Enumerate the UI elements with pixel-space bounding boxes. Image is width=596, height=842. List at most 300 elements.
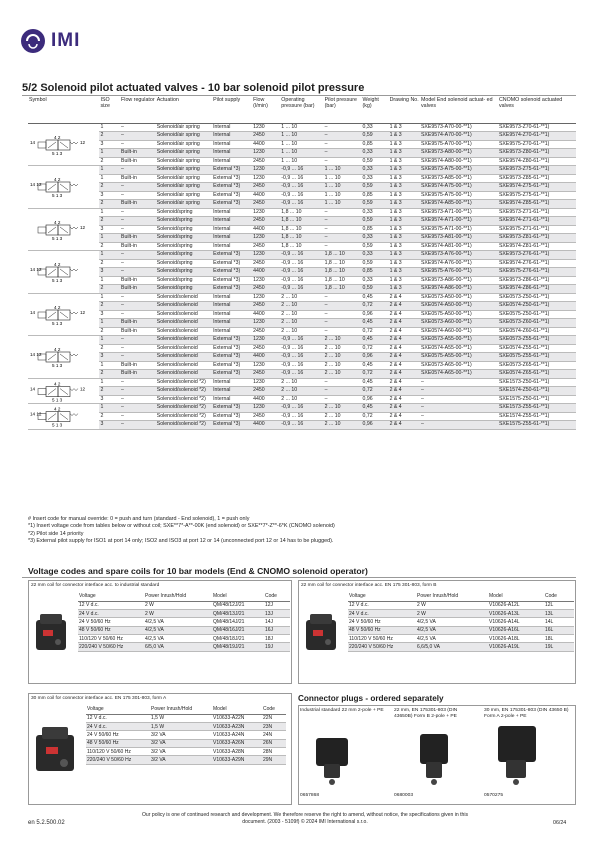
coil-cell: 28N	[262, 748, 286, 756]
plug-code-3: 0570275	[484, 793, 504, 798]
coil-header-row	[78, 592, 290, 601]
coil-cell: 4/2,5 VA	[416, 618, 488, 626]
table-cell: SXE9575-A70-00-**1)	[420, 140, 498, 149]
table-cell: SXE9573-A70-00-**1)	[420, 123, 498, 132]
table-cell: 0,85	[362, 225, 389, 234]
coil-box-title: 30 mm coil for connector interface acc. EN 175 301-803, form A	[31, 696, 167, 701]
table-row	[28, 302, 576, 311]
table-cell: Solenoid/solenoid	[156, 302, 212, 311]
table-cell: 2 & 4	[389, 361, 420, 370]
table-cell: -0,9 ... 16	[280, 370, 323, 379]
table-cell: 1	[99, 149, 120, 158]
table-cell: 2 & 4	[389, 336, 420, 345]
table-cell: 1	[99, 123, 120, 132]
coil-cell: 24N	[262, 731, 286, 739]
column-header: Symbol	[28, 97, 99, 123]
table-cell: 1 & 3	[389, 183, 420, 192]
valve-symbol	[28, 166, 99, 209]
coil-cell: 1,5 W	[150, 714, 212, 722]
svg-text:5 1 3: 5 1 3	[52, 320, 63, 326]
table-row	[28, 327, 576, 336]
table-cell: –	[120, 140, 156, 149]
column-header: Pilot supply	[212, 97, 252, 123]
table-cell: Internal	[212, 217, 252, 226]
table-cell: 1 & 3	[389, 251, 420, 260]
table-cell: SXE0575-Z50-61-**1)	[498, 310, 576, 319]
table-cell: External *3)	[212, 412, 252, 421]
coil-cell: 48 V 50/60 Hz	[348, 626, 416, 634]
table-cell: External *3)	[212, 404, 252, 413]
table-cell: SXE9573-A86-00-**1)	[420, 276, 498, 285]
coil-cell: V10626-A12L	[488, 601, 544, 609]
table-cell: SXE0573-A50-00-**1)	[420, 293, 498, 302]
table-cell: 2	[99, 242, 120, 251]
table-cell: SXE9575-A76-00-**1)	[420, 268, 498, 277]
table-cell: Built-in	[120, 276, 156, 285]
svg-text:14 12: 14 12	[30, 182, 42, 187]
table-cell: 1 & 3	[389, 259, 420, 268]
table-cell: –	[324, 387, 362, 396]
coil-row	[348, 635, 574, 643]
table-cell: Internal	[212, 302, 252, 311]
table-cell: 1 & 3	[389, 234, 420, 243]
table-cell: External *3)	[212, 174, 252, 183]
table-cell: External *3)	[212, 344, 252, 353]
table-cell: –	[324, 217, 362, 226]
table-cell: –	[324, 208, 362, 217]
table-row	[28, 149, 576, 158]
table-cell: Internal	[212, 395, 252, 404]
table-cell: 4400	[252, 310, 280, 319]
table-cell: 2 ... 10	[280, 319, 323, 328]
table-cell: 2 ... 10	[324, 404, 362, 413]
table-cell: 0,85	[362, 191, 389, 200]
coil-cell: V10633-A29N	[212, 756, 262, 764]
svg-text:5 1 3: 5 1 3	[52, 397, 63, 403]
coil-cell: 16L	[544, 626, 574, 634]
table-cell: 2	[99, 200, 120, 209]
table-cell: 1	[99, 336, 120, 345]
svg-text:4 2: 4 2	[54, 381, 61, 387]
brand-name: IMI	[51, 30, 81, 51]
coil-column-header: Model	[212, 705, 262, 714]
table-row	[28, 183, 576, 192]
coil-row	[348, 618, 574, 626]
table-cell: –	[324, 293, 362, 302]
table-cell: 0,33	[362, 251, 389, 260]
imi-logo	[20, 28, 80, 54]
coil-cell: QM/48/19J/21	[212, 643, 264, 651]
table-cell: –	[120, 395, 156, 404]
table-cell: Solenoid/air spring	[156, 157, 212, 166]
table-cell: –	[120, 191, 156, 200]
valve-symbol-icon	[28, 336, 94, 378]
table-cell: Solenoid/solenoid *2)	[156, 395, 212, 404]
table-row	[28, 293, 576, 302]
table-cell: –	[324, 319, 362, 328]
table-cell: -0,9 ... 16	[280, 174, 323, 183]
table-cell: Solenoid/solenoid *2)	[156, 421, 212, 430]
coil-row	[348, 609, 574, 617]
coil-column-header: Power Inrush/Hold	[150, 705, 212, 714]
table-cell: 0,33	[362, 166, 389, 175]
coil-cell: 1,5 W	[150, 722, 212, 730]
coil-cell: 2 W	[416, 609, 488, 617]
coil-table-2	[348, 592, 574, 652]
table-row	[28, 285, 576, 294]
table-cell: Solenoid/spring	[156, 259, 212, 268]
table-cell: External *3)	[212, 336, 252, 345]
table-cell: 1,8 ... 10	[324, 251, 362, 260]
valve-symbol-icon	[28, 124, 94, 166]
table-cell: SXE9574-Z81-61-**1)	[498, 242, 576, 251]
table-cell: Internal	[212, 319, 252, 328]
table-cell: 1 & 3	[389, 268, 420, 277]
table-cell: SXE1575-Z55-61-**1)	[498, 421, 576, 430]
coil-table-3	[86, 705, 286, 765]
table-cell: 1,8 ... 10	[280, 208, 323, 217]
table-cell: Solenoid/air spring	[156, 132, 212, 141]
table-cell: 1 & 3	[389, 191, 420, 200]
coil-30mm-forma-image	[32, 725, 82, 777]
table-cell: SXE0574-A60-00-**1)	[420, 327, 498, 336]
table-cell: -0,9 ... 16	[280, 404, 323, 413]
table-cell: 1 ... 10	[280, 123, 323, 132]
table-cell: 1 & 3	[389, 157, 420, 166]
table-cell: SXE1573-Z55-61-**1)	[498, 404, 576, 413]
coil-row	[78, 609, 290, 617]
coil-cell: 22N	[262, 714, 286, 722]
table-cell: Built-in	[120, 200, 156, 209]
table-cell: 2 ... 10	[280, 395, 323, 404]
table-cell: 2 & 4	[389, 404, 420, 413]
table-cell: Internal	[212, 310, 252, 319]
table-cell: –	[120, 404, 156, 413]
table-cell: 3	[99, 140, 120, 149]
table-cell: Internal	[212, 225, 252, 234]
table-cell: 1	[99, 234, 120, 243]
table-cell: Internal	[212, 387, 252, 396]
footnotes	[28, 516, 576, 545]
table-cell: 1	[99, 251, 120, 260]
table-cell: –	[120, 259, 156, 268]
table-row	[28, 319, 576, 328]
coil-header-row	[348, 592, 574, 601]
table-cell: Internal	[212, 149, 252, 158]
table-cell: 2	[99, 370, 120, 379]
table-row	[28, 217, 576, 226]
table-cell: -0,9 ... 16	[280, 412, 323, 421]
footer-disclaimer: Our policy is one of continued research and development. We therefore reserve the right to amend, without notice, the specifications given in this document. (2003 - 5109f) © 2024 IMI International s.r.o.	[141, 812, 469, 825]
table-cell: –	[324, 310, 362, 319]
table-cell: SXE0574-A55-00-**1)	[420, 344, 498, 353]
page-title: 5/2 Solenoid pilot actuated valves - 10 bar solenoid pilot pressure	[22, 82, 365, 94]
table-cell: 2450	[252, 259, 280, 268]
column-header: Operating pressure (bar)	[280, 97, 323, 123]
table-cell: 0,85	[362, 140, 389, 149]
title-rule	[22, 95, 576, 96]
coil-cell: 3/2 VA	[150, 748, 212, 756]
table-cell: –	[324, 327, 362, 336]
svg-text:12: 12	[80, 309, 86, 315]
coil-cell: 2 W	[144, 601, 212, 609]
table-row	[28, 166, 576, 175]
table-cell: –	[120, 183, 156, 192]
svg-text:14: 14	[30, 139, 36, 145]
coil-cell: 220/240 V 50/60 Hz	[78, 643, 144, 651]
svg-text:4 2: 4 2	[54, 304, 61, 310]
coil-cell: 220/240 V 50/60 Hz	[348, 643, 416, 651]
table-cell: 4400	[252, 225, 280, 234]
table-row	[28, 242, 576, 251]
section-rule	[22, 577, 576, 578]
table-cell: 0,96	[362, 395, 389, 404]
table-cell: SXE0573-A55-00-**1)	[420, 336, 498, 345]
footnote: *1) Insert voltage code from tables below or without coil; SXE**7*-A**-00K (end solenoid) or SXE**7*-Z**-6*K (CNOMO solenoid)	[28, 523, 335, 530]
coil-cell: 110/120 V 50/60 Hz	[348, 635, 416, 643]
table-cell: -0,9 ... 16	[280, 276, 323, 285]
table-cell: SXE9574-A75-00-**1)	[420, 183, 498, 192]
table-cell: 2 & 4	[389, 395, 420, 404]
table-cell: 1,8 ... 10	[280, 217, 323, 226]
valve-symbol-icon	[28, 294, 94, 336]
table-cell: SXE9575-Z75-61-**1)	[498, 191, 576, 200]
table-cell: SXE0575-Z55-61-**1)	[498, 353, 576, 362]
valve-symbol-icon	[28, 166, 94, 208]
table-cell: SXE0574-A50-00-**1)	[420, 302, 498, 311]
coil-cell: 3/2 VA	[150, 739, 212, 747]
table-cell: Built-in	[120, 242, 156, 251]
table-cell: 1 & 3	[389, 225, 420, 234]
table-cell: 1230	[252, 361, 280, 370]
coil-column-header: Power Inrush/Hold	[144, 592, 212, 601]
table-row	[28, 370, 576, 379]
table-cell: Solenoid/solenoid *2)	[156, 387, 212, 396]
table-cell: 4400	[252, 268, 280, 277]
table-cell: 2	[99, 302, 120, 311]
table-cell: 2450	[252, 200, 280, 209]
table-cell: SXE9574-A71-00-**1)	[420, 217, 498, 226]
table-cell: 0,72	[362, 302, 389, 311]
table-cell: Internal	[212, 132, 252, 141]
table-cell: 2 & 4	[389, 327, 420, 336]
svg-text:12: 12	[80, 139, 86, 145]
table-cell: 0,72	[362, 370, 389, 379]
table-cell: –	[120, 387, 156, 396]
table-cell: SXE9573-A81-00-**1)	[420, 234, 498, 243]
table-row	[28, 387, 576, 396]
table-cell: Solenoid/spring	[156, 225, 212, 234]
table-cell: Solenoid/spring	[156, 285, 212, 294]
table-row	[28, 268, 576, 277]
coil-cell: V10626-A14L	[488, 618, 544, 626]
table-cell: 2450	[252, 183, 280, 192]
table-cell: -0,9 ... 16	[280, 353, 323, 362]
valve-symbol-icon	[28, 209, 94, 251]
table-cell: 1230	[252, 319, 280, 328]
table-cell: 0,59	[362, 242, 389, 251]
table-cell: Internal	[212, 234, 252, 243]
table-cell: 1 ... 10	[324, 191, 362, 200]
table-cell: –	[120, 132, 156, 141]
table-row	[28, 378, 576, 387]
coil-cell: 19L	[544, 643, 574, 651]
coil-cell: 24 V 50/60 Hz	[348, 618, 416, 626]
table-cell: 2 ... 10	[324, 336, 362, 345]
table-cell: Solenoid/solenoid	[156, 310, 212, 319]
table-row	[28, 344, 576, 353]
table-cell: 1 & 3	[389, 166, 420, 175]
column-header: ISO size	[99, 97, 120, 123]
table-cell: 0,33	[362, 234, 389, 243]
table-cell: 3	[99, 353, 120, 362]
table-cell: Solenoid/solenoid	[156, 370, 212, 379]
column-header: CNOMO solenoid actuated valves	[498, 97, 576, 123]
table-cell: External *3)	[212, 191, 252, 200]
table-cell: SXE0573-Z60-61-**1)	[498, 319, 576, 328]
coil-22mm-formb-image	[302, 612, 344, 656]
coil-cell: 4/2,5 VA	[416, 635, 488, 643]
coil-cell: 24 V d.c.	[78, 609, 144, 617]
table-cell: SXE9574-Z76-61-**1)	[498, 259, 576, 268]
table-cell: SXE9574-A76-00-**1)	[420, 259, 498, 268]
coil-row	[86, 739, 286, 747]
table-cell: 2 ... 10	[280, 327, 323, 336]
table-cell: 2 & 4	[389, 302, 420, 311]
coil-cell: 18J	[264, 635, 290, 643]
table-cell: Solenoid/solenoid	[156, 361, 212, 370]
table-cell: 1 ... 10	[280, 149, 323, 158]
table-cell: 0,59	[362, 217, 389, 226]
table-cell: 2 ... 10	[324, 353, 362, 362]
coil-row	[86, 731, 286, 739]
table-cell: Internal	[212, 378, 252, 387]
coil-row	[86, 714, 286, 722]
table-cell: 2 & 4	[389, 412, 420, 421]
table-cell: 1230	[252, 251, 280, 260]
table-cell: SXE9574-A70-00-**1)	[420, 132, 498, 141]
table-cell: 1230	[252, 174, 280, 183]
imi-logo-icon	[20, 28, 46, 54]
table-cell: Solenoid/air spring	[156, 191, 212, 200]
coil-cell: 220/240 V 50/60 Hz	[86, 756, 150, 764]
table-row	[28, 132, 576, 141]
table-cell: 1 ... 10	[324, 166, 362, 175]
table-cell: Solenoid/solenoid	[156, 336, 212, 345]
coil-cell: 29N	[262, 756, 286, 764]
plug-form-b-icon	[412, 732, 462, 788]
table-cell: SXE1574-Z50-61-**1)	[498, 387, 576, 396]
table-cell: External *3)	[212, 259, 252, 268]
column-header: Flow regulator	[120, 97, 156, 123]
table-cell: 1,8 ... 10	[280, 234, 323, 243]
table-cell: External *3)	[212, 251, 252, 260]
table-cell: 0,59	[362, 157, 389, 166]
coil-row	[348, 643, 574, 651]
svg-text:4 2: 4 2	[54, 406, 61, 412]
table-row	[28, 234, 576, 243]
table-cell: 1230	[252, 149, 280, 158]
table-cell: 1230	[252, 276, 280, 285]
table-cell: 2 ... 10	[280, 378, 323, 387]
table-cell: 2	[99, 344, 120, 353]
table-cell: External *3)	[212, 268, 252, 277]
table-cell: -0,9 ... 16	[280, 421, 323, 430]
table-cell: Internal	[212, 242, 252, 251]
plug-label-1: Industrial standard 22 mm 2-pole + PE	[300, 708, 384, 713]
table-cell: Solenoid/air spring	[156, 174, 212, 183]
table-cell: 2 & 4	[389, 344, 420, 353]
plug-form-a-icon	[492, 724, 552, 788]
coil-cell: 12 V d.c.	[348, 601, 416, 609]
table-row	[28, 251, 576, 260]
table-cell: SXE9573-Z71-61-**1)	[498, 208, 576, 217]
svg-text:5 1 3: 5 1 3	[52, 150, 63, 156]
table-cell: 2 & 4	[389, 387, 420, 396]
table-cell: 1230	[252, 378, 280, 387]
table-cell: -0,9 ... 16	[280, 361, 323, 370]
valve-symbol-icon	[28, 404, 94, 429]
table-cell: 0,45	[362, 336, 389, 345]
table-cell: SXE1574-Z55-61-**1)	[498, 412, 576, 421]
table-cell: SXE0574-Z60-61-**1)	[498, 327, 576, 336]
table-cell: 1	[99, 166, 120, 175]
coil-row	[78, 601, 290, 609]
table-cell: 2 & 4	[389, 378, 420, 387]
table-cell: 2	[99, 259, 120, 268]
table-cell: –	[324, 225, 362, 234]
table-row	[28, 208, 576, 217]
table-cell: 0,72	[362, 327, 389, 336]
svg-text:4 2: 4 2	[54, 134, 61, 140]
table-cell: Built-in	[120, 361, 156, 370]
table-cell: 1 ... 10	[324, 174, 362, 183]
coil-box-title: 22 mm coil for connector interface acc. to industrial standard	[31, 583, 160, 588]
table-row	[28, 276, 576, 285]
column-header: Drawing No.	[389, 97, 420, 123]
table-cell: External *3)	[212, 361, 252, 370]
table-cell: 3	[99, 310, 120, 319]
table-cell: Solenoid/air spring	[156, 149, 212, 158]
table-cell: 0,33	[362, 123, 389, 132]
table-cell: 2450	[252, 132, 280, 141]
table-cell: Built-in	[120, 149, 156, 158]
coil-cell: 3/2 VA	[150, 731, 212, 739]
table-cell: –	[324, 132, 362, 141]
table-cell: 2450	[252, 387, 280, 396]
coil-cell: 24 V 50/60 Hz	[78, 618, 144, 626]
table-cell: –	[420, 421, 498, 430]
table-cell: 3	[99, 395, 120, 404]
table-cell: 1	[99, 208, 120, 217]
table-row	[28, 200, 576, 209]
table-cell: 0,45	[362, 293, 389, 302]
table-cell: SXE9573-A71-00-**1)	[420, 208, 498, 217]
table-cell: Built-in	[120, 285, 156, 294]
svg-text:5 1 3: 5 1 3	[52, 363, 63, 368]
table-cell: 1 & 3	[389, 276, 420, 285]
svg-text:4 2: 4 2	[54, 219, 61, 225]
table-cell: Solenoid/solenoid	[156, 319, 212, 328]
table-cell: 0,45	[362, 378, 389, 387]
table-cell: SXE9573-Z86-61-**1)	[498, 276, 576, 285]
table-cell: –	[120, 208, 156, 217]
table-cell: 1,8 ... 10	[280, 225, 323, 234]
table-cell: –	[120, 225, 156, 234]
table-cell: -0,9 ... 16	[280, 166, 323, 175]
table-cell: 0,59	[362, 259, 389, 268]
table-cell: 2450	[252, 302, 280, 311]
